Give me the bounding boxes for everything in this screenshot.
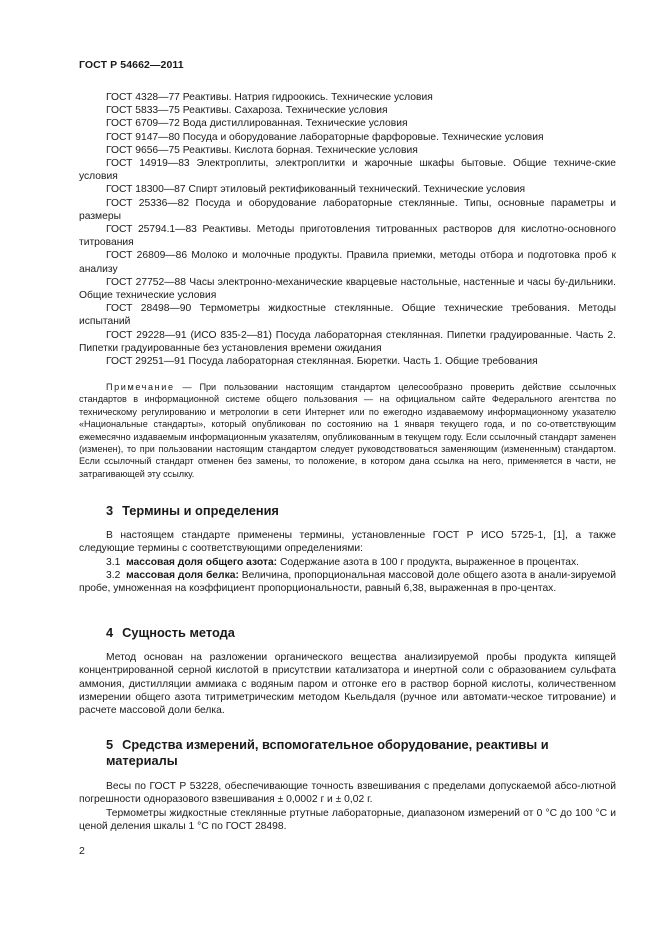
section-number: 5 xyxy=(106,737,114,752)
normative-references-list xyxy=(79,91,616,368)
section-paragraph: Термометры жидкостные стеклянные ртутные лабораторные, диапазоном измерений от 0 °С до 100 °С и ценой деления шкалы 1 °С по ГОСТ 28498. xyxy=(79,807,616,832)
reference-note xyxy=(79,381,616,480)
reference-item: ГОСТ 28498—90 Термометры жидкостные стеклянные. Общие технические требования. Методы испытаний xyxy=(79,303,616,328)
reference-item: ГОСТ 27752—88 Часы электронно-механические кварцевые настольные, настенные и часы бу-дильники. Общие технические условия xyxy=(79,276,616,302)
reference-item: ГОСТ 29228—91 (ИСО 835-2—81) Посуда лабораторная стеклянная. Пипетки градуированные. Часть 2. Пипетки градуированные без установления времени ожидания xyxy=(79,329,616,354)
term-number: 3.1 xyxy=(106,556,121,568)
section-number: 4 xyxy=(106,625,114,640)
term-text: Содержание азота в 100 г продукта, выраженное в процентах. xyxy=(277,556,580,568)
section-equipment-materials xyxy=(79,737,616,833)
section-title-continued: материалы xyxy=(106,753,178,768)
section-paragraph: В настоящем стандарте применены термины, установленные ГОСТ Р ИСО 5725-1, [1], а также следующие термины с соответствующими определениями: xyxy=(79,530,616,555)
section-paragraph: Метод основан на разложении органического вещества анализируемой пробы продукта кипящей концентрированной серной кислотой в присутствии катализатора и инертной соли с образованием сульфата аммония, дистилляции аммиака с водяным паром и отгонке его в раствор борной кислоты, количественном измерении общего азота титриметрическим методом Кьельдаля (ручное или автомати-ческое титрование) и расчете массовой доли белка. xyxy=(79,652,616,717)
section-terms-definitions xyxy=(79,503,616,595)
term-number: 3.2 xyxy=(106,569,121,581)
section-title: Средства измерений, вспомогательное оборудование, реактивы и xyxy=(122,737,549,752)
term-definition xyxy=(79,569,616,596)
term-name: массовая доля общего азота: xyxy=(126,556,278,568)
page-number: 2 xyxy=(79,845,85,857)
term-definition xyxy=(79,556,616,569)
reference-item: ГОСТ 9147—80 Посуда и оборудование лабораторные фарфоровые. Технические условия xyxy=(106,131,544,143)
reference-item: ГОСТ 4328—77 Реактивы. Натрия гидроокись. Технические условия xyxy=(106,92,433,103)
section-paragraph: Весы по ГОСТ Р 53228, обеспечивающие точность взвешивания с пределами допускаемой абсо-лютной погрешности одноразового взвешивания ± 0,0002 г и ± 0,02 г. xyxy=(79,781,616,806)
term-text: Величина, пропорциональная массовой доле общего азота в анали-зируемой пробе, умноженная на коэффициент пропорциональности, равный 6,38, выраженная в про-центах. xyxy=(79,569,616,595)
reference-item: ГОСТ 18300—87 Спирт этиловый ректификованный технический. Технические условия xyxy=(106,184,526,196)
section-heading xyxy=(79,625,616,641)
term-name: массовая доля белка: xyxy=(126,569,239,581)
reference-item: ГОСТ 29251—91 Посуда лабораторная стеклянная. Бюретки. Часть 1. Общие требования xyxy=(106,356,538,368)
note-label: Примечание xyxy=(106,382,175,392)
reference-item: ГОСТ 25794.1—83 Реактивы. Методы приготовления титрованных растворов для кислотно-основного титрования xyxy=(79,224,616,249)
page-header-standard-code: ГОСТ Р 54662—2011 xyxy=(79,59,184,71)
section-title: Термины и определения xyxy=(122,503,279,518)
section-heading xyxy=(79,503,616,519)
section-number: 3 xyxy=(106,503,114,518)
note-text: — При пользовании настоящим стандартом целесообразно проверить действие ссылочных стандартов в информационной системе общего пользования — на официальном сайте Федерального агентства по техническому регулированию и метрологии в сети Интернет или по ежегодно издаваемому информационному указателю «Национальные стандарты», который опубликован по состоянию на 1 января текущего года, и по со-ответствующим ежемесячно издаваемым информационным указателям, опубликованным в текущем году. Если ссылочный стандарт заменен (изменен), то при пользовании настоящим стандартом следует руководствоваться заменяющим (измененным) стандартом. Если ссылочный стандарт отменен без замены, то положение, в котором дана ссылка на него, применяется в части, не затрагивающей эту ссылку. xyxy=(79,382,616,479)
reference-item: ГОСТ 26809—86 Молоко и молочные продукты. Правила приемки, методы отбора и подготовка проб к анализу xyxy=(79,250,616,275)
section-heading xyxy=(79,737,616,769)
section-method-principle xyxy=(79,625,616,717)
reference-item: ГОСТ 25336—82 Посуда и оборудование лабораторные стеклянные. Типы, основные параметры и размеры xyxy=(79,197,616,222)
reference-item: ГОСТ 14919—83 Электроплиты, электроплитки и жарочные шкафы бытовые. Общие техниче-ские условия xyxy=(79,158,616,183)
section-title: Сущность метода xyxy=(122,625,235,640)
reference-item: ГОСТ 5833—75 Реактивы. Сахароза. Технические условия xyxy=(106,105,388,117)
reference-item: ГОСТ 9656—75 Реактивы. Кислота борная. Технические условия xyxy=(106,144,418,156)
reference-item: ГОСТ 6709—72 Вода дистиллированная. Технические условия xyxy=(106,118,408,130)
